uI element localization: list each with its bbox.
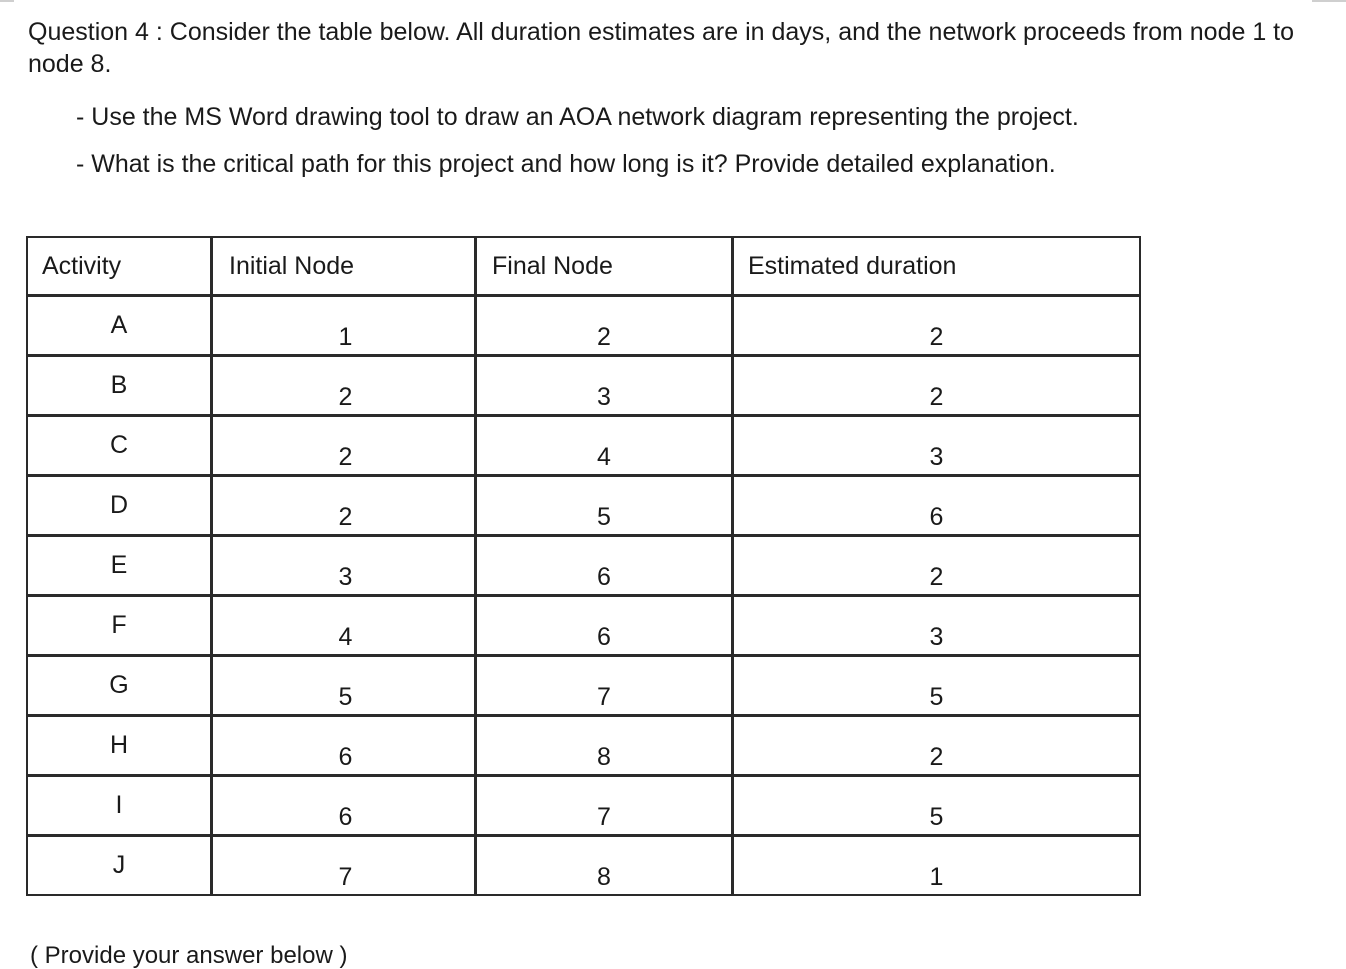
table-header-row [26, 236, 1141, 296]
cell-activity: D [26, 476, 212, 536]
cell-activity: E [26, 536, 212, 596]
cell-duration: 2 [733, 716, 1141, 776]
cell-activity: C [26, 416, 212, 476]
table-row [26, 716, 1141, 776]
cell-final: 6 [476, 596, 733, 656]
cell-initial: 7 [212, 836, 476, 896]
cell-final: 7 [476, 656, 733, 716]
question-separator: : [148, 18, 170, 46]
cell-duration: 5 [733, 656, 1141, 716]
cell-initial: 6 [212, 776, 476, 836]
cell-final: 3 [476, 356, 733, 416]
activity-table [26, 236, 1141, 896]
cell-final: 7 [476, 776, 733, 836]
table-row [26, 836, 1141, 896]
cell-final: 8 [476, 716, 733, 776]
header-final-node: Final Node [476, 236, 733, 296]
table-row [26, 536, 1141, 596]
top-rule-right [1312, 0, 1346, 2]
cell-duration: 3 [733, 596, 1141, 656]
header-activity: Activity [26, 236, 212, 296]
cell-initial: 2 [212, 416, 476, 476]
cell-initial: 6 [212, 716, 476, 776]
cell-duration: 2 [733, 536, 1141, 596]
cell-activity: A [26, 296, 212, 356]
cell-final: 8 [476, 836, 733, 896]
cell-duration: 5 [733, 776, 1141, 836]
question-body: Consider the table below. All duration estimates are in days, and the network proceeds from node 1 to node 8. [28, 18, 1295, 78]
header-initial-node: Initial Node [212, 236, 476, 296]
cell-activity: I [26, 776, 212, 836]
table-row [26, 476, 1141, 536]
question-bullets [76, 94, 1079, 188]
table-row [26, 356, 1141, 416]
cell-activity: J [26, 836, 212, 896]
bullet-draw-diagram: - Use the MS Word drawing tool to draw an AOA network diagram representing the project. [76, 103, 1079, 131]
cell-activity: H [26, 716, 212, 776]
table-row [26, 296, 1141, 356]
question-label: Question 4 [28, 18, 149, 46]
table-row [26, 776, 1141, 836]
cut-off-footer-text: ( Provide your answer below ) [30, 942, 348, 969]
cell-duration: 2 [733, 356, 1141, 416]
cell-initial: 2 [212, 356, 476, 416]
header-estimated-duration: Estimated duration [733, 236, 1141, 296]
cell-initial: 4 [212, 596, 476, 656]
cell-activity: F [26, 596, 212, 656]
cell-activity: G [26, 656, 212, 716]
cell-activity: B [26, 356, 212, 416]
cell-initial: 3 [212, 536, 476, 596]
bullet-critical-path: - What is the critical path for this project and how long is it? Provide detailed explanation. [76, 150, 1056, 178]
cell-duration: 3 [733, 416, 1141, 476]
table-row [26, 656, 1141, 716]
cell-final: 6 [476, 536, 733, 596]
table-row [26, 596, 1141, 656]
top-rule-left [0, 0, 14, 2]
cell-final: 2 [476, 296, 733, 356]
cell-duration: 2 [733, 296, 1141, 356]
cell-initial: 1 [212, 296, 476, 356]
cell-initial: 5 [212, 656, 476, 716]
cell-initial: 2 [212, 476, 476, 536]
cell-duration: 1 [733, 836, 1141, 896]
table-row [26, 416, 1141, 476]
question-text [28, 16, 1328, 80]
cell-final: 5 [476, 476, 733, 536]
cell-final: 4 [476, 416, 733, 476]
cell-duration: 6 [733, 476, 1141, 536]
